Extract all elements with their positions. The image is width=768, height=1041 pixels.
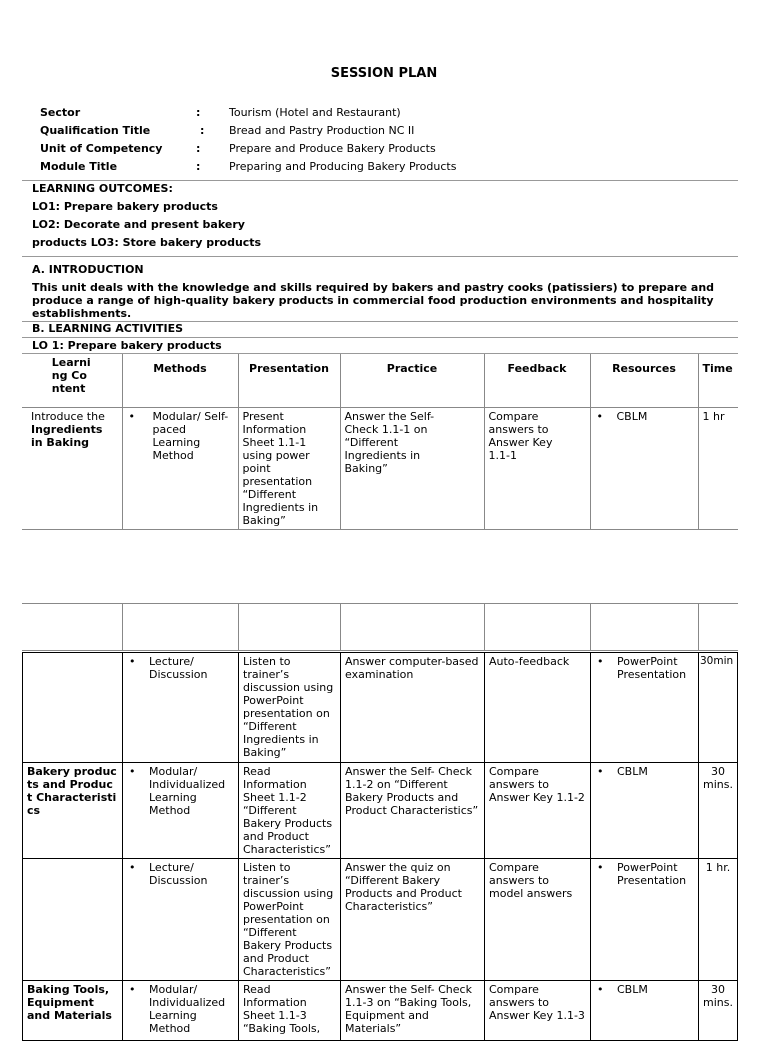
cell-practice: Answer the Self- Check 1.1-3 on “Baking Tools, Equipment and Materials” [341,981,485,1041]
cell-content [23,653,123,763]
empty-row [22,604,738,651]
cell-feedback: Compare answers to model answers [485,859,591,981]
empty-cell [590,604,698,651]
page-title: SESSION PLAN [330,66,438,81]
learning-outcome-line: products LO3: Store bakery products [32,236,262,249]
learning-outcome-line: LO1: Prepare bakery products [32,200,218,213]
cell-time: 30min [699,653,738,763]
field-colon: : [196,142,201,155]
learning-outcome-line: LO2: Decorate and present bakery [32,218,245,231]
empty-cell [340,604,484,651]
field-label: Sector [40,106,81,119]
header-resources: Resources [590,354,698,407]
cell-feedback: Compare answers to Answer Key 1.1-1 [484,407,590,529]
empty-cell [484,604,590,651]
empty-table-fragment [22,603,738,651]
cell-time: 30 mins. [699,981,738,1041]
header-presentation: Presentation [238,354,340,407]
table-row [23,981,738,1041]
cell-practice: Answer the Self- Check 1.1-2 on “Different Bakery Products and Product Characteristics” [341,763,485,859]
empty-cell [122,604,238,651]
field-value: Bread and Pastry Production NC II [229,124,415,137]
cell-content: Baking Tools, Equipment and Materials [23,981,123,1041]
activities-table [22,354,738,530]
table-row [22,407,738,529]
learning-activities-heading: B. LEARNING ACTIVITIES [32,322,184,335]
cell-methods: • Lecture/ Discussion [123,653,239,763]
cell-presentation: Read Information Sheet 1.1-3 “Baking Tools, [239,981,341,1041]
cell-presentation: Read Information Sheet 1.1-2 “Different Bakery Products and Product Characteristics” [239,763,341,859]
cell-time: 30 mins. [699,763,738,859]
field-value: Preparing and Producing Bakery Products [229,160,457,173]
cell-time: 1 hr. [699,859,738,981]
header-methods: Methods [122,354,238,407]
cell-practice: Answer computer-based examination [341,653,485,763]
cell-content [23,859,123,981]
cell-time: 1 hr [698,407,738,529]
introduction-text: This unit deals with the knowledge and skills required by bakers and pastry cooks (patissiers) to prepare and produce a range of high-quality bakery products in commercial food production environments and hospitality establishments. [32,281,715,320]
table-row [23,859,738,981]
cell-resources: • PowerPoint Presentation [591,653,699,763]
divider [22,256,738,257]
table-row [23,763,738,859]
cell-methods: • Modular/ Individualized Learning Method [123,763,239,859]
divider [22,180,738,181]
header-learning-content: Learning Content [22,354,122,407]
field-label: Module Title [40,160,118,173]
header-practice: Practice [340,354,484,407]
lo-heading: LO 1: Prepare bakery products [32,339,222,352]
field-value: Tourism (Hotel and Restaurant) [229,106,401,119]
cell-resources: • CBLM [591,763,699,859]
divider [22,337,738,338]
activities-table-continued [22,652,738,1041]
field-value: Prepare and Produce Bakery Products [229,142,436,155]
cell-feedback: Compare answers to Answer Key 1.1-3 [485,981,591,1041]
cell-methods: • Modular/ Individualized Learning Method [123,981,239,1041]
header-time: Time [698,354,738,407]
cell-practice: Answer the Self-Check 1.1-1 on “Different Ingredients in Baking” [340,407,484,529]
empty-cell [22,604,122,651]
cell-practice: Answer the quiz on “Different Bakery Products and Product Characteristics” [341,859,485,981]
field-colon: : [196,106,201,119]
field-label: Unit of Competency [40,142,163,155]
cell-resources: • CBLM [590,407,698,529]
cell-feedback: Compare answers to Answer Key 1.1-2 [485,763,591,859]
cell-presentation: Listen to trainer’s discussion using PowerPoint presentation on “Different Ingredients in Baking” [239,653,341,763]
cell-resources: • PowerPoint Presentation [591,859,699,981]
field-colon: : [196,160,201,173]
cell-resources: • CBLM [591,981,699,1041]
field-label: Qualification Title [40,124,151,137]
cell-content: Bakery products and Product Characteristics [23,763,123,859]
table-header-row [22,354,738,407]
introduction-heading: A. INTRODUCTION [32,263,144,276]
field-colon: : [200,124,205,137]
empty-cell [238,604,340,651]
cell-presentation: Listen to trainer’s discussion using PowerPoint presentation on “Different Bakery Products and Product Characteristics” [239,859,341,981]
table-row [23,653,738,763]
empty-cell [698,604,738,651]
cell-methods: • Lecture/ Discussion [123,859,239,981]
learning-outcomes-heading: LEARNING OUTCOMES: [32,182,173,195]
header-feedback: Feedback [484,354,590,407]
cell-feedback: Auto-feedback [485,653,591,763]
cell-presentation: Present Information Sheet 1.1-1 using power point presentation “Different Ingredients in Baking” [238,407,340,529]
cell-methods: • Modular/ Self-paced Learning Method [122,407,238,529]
cell-content: Introduce the Ingredients in Baking [22,407,122,529]
